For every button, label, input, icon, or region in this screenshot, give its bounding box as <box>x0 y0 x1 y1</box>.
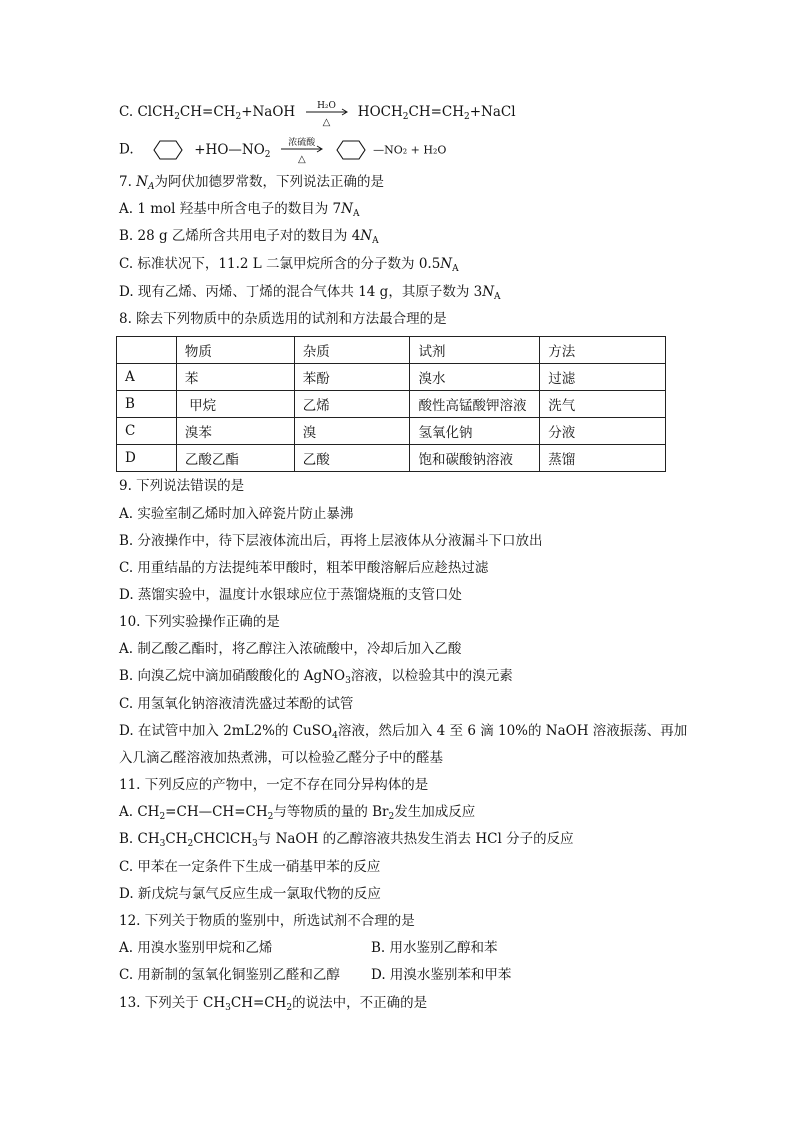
q11-option-c: C. 甲苯在一定条件下生成一硝基甲苯的反应 <box>119 859 381 875</box>
q12-option-b: B. 用水鉴别乙醇和苯 <box>371 940 498 956</box>
q11-stem: 11. 下列反应的产物中，一定不存在同分异构体的是 <box>119 777 429 793</box>
reaction-d-label: D. <box>119 141 134 158</box>
q10-option-a: A. 制乙酸乙酯时，将乙醇注入浓硫酸中，冷却后加入乙酸 <box>119 641 462 657</box>
q10-option-c: C. 用氢氧化钠溶液清洗盛过苯酚的试管 <box>119 696 354 712</box>
reaction-c-reactant: $ClCH_2CH=CH_2$ <box>137 104 242 122</box>
q7-option-d: D. 现有乙烯、丙烯、丁烯的混合气体共 14 g，其原子数为 $3N_A$ <box>119 284 501 302</box>
reaction-arrow <box>304 100 350 128</box>
reaction-c-product: $HOCH_2CH=CH_2+NaCl$ <box>357 104 516 122</box>
q11-option-d: D. 新戊烷与氯气反应生成一氯取代物的反应 <box>119 886 381 902</box>
q7-stem: 7. $N_A$为阿伏加德罗常数，下列说法正确的是 <box>119 174 384 192</box>
q7-option-a: A. 1 mol 羟基中所含电子的数目为 $7N_A$ <box>119 201 360 219</box>
q9-stem: 9. 下列说法错误的是 <box>119 478 245 494</box>
table-row: C 溴苯 溴 氢氧化钠 分液 <box>117 418 666 445</box>
q9-option-b: B. 分液操作中，待下层液体流出后，再将上层液体从分液漏斗下口放出 <box>119 533 543 549</box>
q9-option-c: C. 用重结晶的方法提纯苯甲酸时，粗苯甲酸溶解后应趁热过滤 <box>119 560 489 576</box>
table-row: D 乙酸乙酯 乙酸 饱和碳酸钠溶液 蒸馏 <box>117 445 666 472</box>
benzene-ring-icon <box>146 140 186 160</box>
reaction-condition-heat: △ <box>322 116 331 128</box>
reaction-c <box>119 100 516 128</box>
table-row: B 甲烷 乙烯 酸性高锰酸钾溶液 洗气 <box>117 391 666 418</box>
q13-stem: 13. 下列关于 $CH_3CH=CH_2$的说法中，不正确的是 <box>119 995 428 1013</box>
q9-option-a: A. 实验室制乙烯时加入碎瓷片防止暴沸 <box>119 506 354 522</box>
q8-table <box>116 336 666 472</box>
q12-option-c: C. 用新制的氢氧化铜鉴别乙醛和乙醇 <box>119 967 340 983</box>
table-row: A 苯 苯酚 溴水 过滤 <box>117 364 666 391</box>
reaction-d <box>119 138 447 165</box>
reaction-condition-heat: △ <box>297 154 306 165</box>
reaction-d-product: —NO₂ + H₂O <box>373 143 447 157</box>
benzene-ring-icon <box>333 140 373 160</box>
q11-option-b: B. $CH_3CH_2CHClCH_3$与 NaOH 的乙醇溶液共热发生消去 HCl 分子的反应 <box>119 831 574 849</box>
q10-stem: 10. 下列实验操作正确的是 <box>119 614 280 630</box>
q12-option-a: A. 用溴水鉴别甲烷和乙烯 <box>119 940 273 956</box>
reaction-d-reagent: $+HO—NO_2$ <box>194 141 271 160</box>
reaction-c-label: C. <box>119 104 134 120</box>
reaction-condition-acid: 浓硫酸 <box>288 138 316 148</box>
q12-option-d: D. 用溴水鉴别苯和甲苯 <box>371 967 512 983</box>
q10-option-d-cont: 入几滴乙醛溶液加热煮沸，可以检验乙醛分子中的醛基 <box>119 750 443 766</box>
q12-stem: 12. 下列关于物质的鉴别中，所选试剂不合理的是 <box>119 913 415 929</box>
reaction-arrow <box>279 138 325 165</box>
q10-option-d: D. 在试管中加入 2mL2%的 CuSO$_4$溶液，然后加入 4 至 6 滴 10%的 NaOH 溶液振荡、再加 <box>119 723 688 741</box>
table-header-row: 物质 杂质 试剂 方法 <box>117 337 666 364</box>
q9-option-d: D. 蒸馏实验中，温度计水银球应位于蒸馏烧瓶的支管口处 <box>119 587 462 603</box>
q7-option-b: B. 28 g 乙烯所含共用电子对的数目为 $4N_A$ <box>119 228 379 246</box>
q10-option-b: B. 向溴乙烷中滴加硝酸酸化的 AgNO$_3$溶液，以检验其中的溴元素 <box>119 668 513 686</box>
q7-option-c: C. 标准状况下，11.2 L 二氯甲烷所含的分子数为 $0.5N_A$ <box>119 256 459 274</box>
q8-stem: 8. 除去下列物质中的杂质选用的试剂和方法最合理的是 <box>119 311 447 327</box>
reaction-c-reagent: +NaOH <box>241 104 296 120</box>
q11-option-a: A. $CH_2=CH—CH=CH_2$与等物质的量的 $Br_2$发生加成反应 <box>119 804 476 822</box>
reaction-condition-water: H₂O <box>317 100 336 111</box>
